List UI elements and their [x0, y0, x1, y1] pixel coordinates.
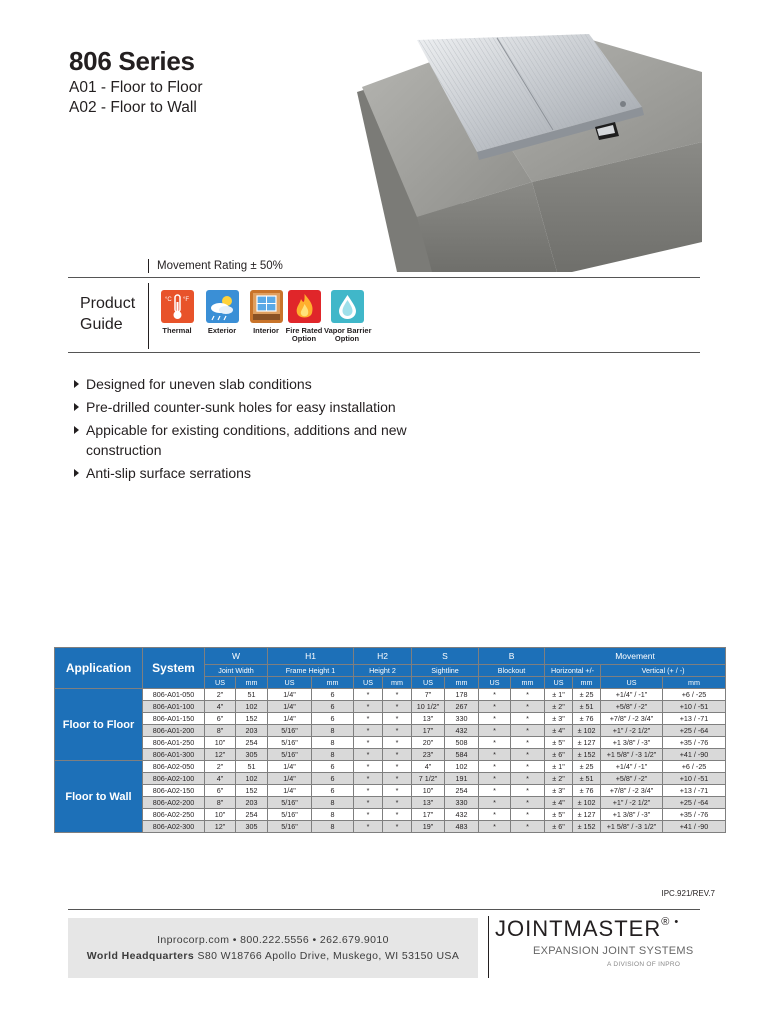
- table-cell: ± 25: [573, 689, 601, 701]
- jointmaster-logo: JOINTMASTER® •: [495, 916, 680, 941]
- table-cell: +1/4" / -1": [601, 689, 663, 701]
- table-cell: 806-A02-250: [143, 809, 205, 821]
- table-cell: 12": [205, 821, 236, 833]
- bullet-triangle-icon: [74, 403, 79, 411]
- table-cell: ± 127: [573, 737, 601, 749]
- table-cell: 102: [236, 701, 268, 713]
- application-cell: Floor to Floor: [55, 689, 143, 761]
- divider: [488, 916, 489, 978]
- table-cell: 806-A02-050: [143, 761, 205, 773]
- brand-tagline: EXPANSION JOINT SYSTEMS: [533, 945, 694, 957]
- product-guide-label: Product Guide: [80, 295, 136, 333]
- table-cell: *: [383, 785, 412, 797]
- header-movement: Movement: [545, 648, 726, 665]
- table-row: [55, 797, 726, 809]
- table-cell: *: [511, 797, 545, 809]
- table-cell: 806-A01-050: [143, 689, 205, 701]
- table-cell: *: [479, 725, 511, 737]
- table-row: [55, 773, 726, 785]
- divider: [68, 909, 700, 910]
- table-cell: 10": [412, 785, 445, 797]
- table-cell: +1 3/8" / -3": [601, 737, 663, 749]
- thermal-icon: [161, 290, 194, 323]
- table-cell: 1/4": [268, 761, 312, 773]
- header-b: B: [479, 648, 545, 665]
- table-cell: 305: [236, 821, 268, 833]
- table-cell: 806-A02-200: [143, 797, 205, 809]
- table-cell: 51: [236, 689, 268, 701]
- table-cell: *: [479, 785, 511, 797]
- table-cell: *: [383, 797, 412, 809]
- table-cell: 8: [312, 737, 354, 749]
- table-cell: 2": [205, 761, 236, 773]
- table-cell: 8: [312, 797, 354, 809]
- table-cell: +5/8" / -2": [601, 701, 663, 713]
- table-cell: ± 2": [545, 701, 573, 713]
- unit-header: US: [601, 677, 663, 689]
- table-cell: 178: [445, 689, 479, 701]
- table-cell: +13 / -71: [663, 785, 726, 797]
- feature-item: Designed for uneven slab conditions: [74, 374, 454, 394]
- table-cell: ± 5": [545, 809, 573, 821]
- fire-rated-badge: Fire Rated Option: [283, 290, 325, 343]
- table-cell: 6: [312, 785, 354, 797]
- subheader-height-2: Height 2: [354, 665, 412, 677]
- unit-header: mm: [511, 677, 545, 689]
- table-cell: 8: [312, 809, 354, 821]
- table-cell: 806-A02-300: [143, 821, 205, 833]
- table-cell: ± 3": [545, 785, 573, 797]
- table-cell: +10 / -51: [663, 701, 726, 713]
- table-cell: ± 76: [573, 713, 601, 725]
- exterior-badge: Exterior: [202, 290, 242, 335]
- table-cell: 7": [412, 689, 445, 701]
- table-cell: *: [383, 713, 412, 725]
- unit-header: US: [205, 677, 236, 689]
- unit-header: US: [354, 677, 383, 689]
- table-cell: *: [511, 701, 545, 713]
- table-cell: *: [479, 809, 511, 821]
- table-row: [55, 725, 726, 737]
- table-cell: 102: [236, 773, 268, 785]
- table-cell: *: [479, 689, 511, 701]
- table-cell: 330: [445, 797, 479, 809]
- table-cell: *: [354, 773, 383, 785]
- table-cell: 203: [236, 725, 268, 737]
- table-cell: +6 / -25: [663, 689, 726, 701]
- table-row: [55, 821, 726, 833]
- subheader-sightline: Sightline: [412, 665, 479, 677]
- table-cell: 1/4": [268, 773, 312, 785]
- table-cell: *: [354, 737, 383, 749]
- contact-footer: [68, 918, 478, 978]
- table-cell: ± 152: [573, 821, 601, 833]
- application-cell: Floor to Wall: [55, 761, 143, 833]
- feature-list: [74, 374, 454, 486]
- table-cell: *: [354, 749, 383, 761]
- feature-item: Anti-slip surface serrations: [74, 463, 454, 483]
- unit-header: mm: [445, 677, 479, 689]
- table-cell: +7/8" / -2 3/4": [601, 785, 663, 797]
- table-cell: +35 / -76: [663, 809, 726, 821]
- table-cell: ± 6": [545, 749, 573, 761]
- feature-item: Appicable for existing conditions, additions and new construction: [74, 420, 454, 460]
- table-cell: +7/8" / -2 3/4": [601, 713, 663, 725]
- thermal-badge: °C °F Thermal: [157, 290, 197, 335]
- table-cell: 10": [205, 809, 236, 821]
- header-h1: H1: [268, 648, 354, 665]
- table-cell: *: [511, 821, 545, 833]
- revision-code: IPC.921/REV.7: [661, 889, 715, 898]
- table-cell: *: [511, 749, 545, 761]
- table-cell: 305: [236, 749, 268, 761]
- bullet-triangle-icon: [74, 426, 79, 434]
- table-cell: 8": [205, 725, 236, 737]
- table-cell: 8: [312, 725, 354, 737]
- table-cell: *: [354, 701, 383, 713]
- table-cell: 5/16": [268, 809, 312, 821]
- table-cell: *: [354, 713, 383, 725]
- table-cell: *: [511, 785, 545, 797]
- expansion-joint-product-image: [357, 32, 702, 272]
- spec-table: [54, 647, 726, 833]
- table-cell: 5/16": [268, 821, 312, 833]
- table-cell: +1" / -2 1/2": [601, 725, 663, 737]
- table-cell: 5/16": [268, 737, 312, 749]
- table-cell: *: [383, 773, 412, 785]
- table-cell: 584: [445, 749, 479, 761]
- table-cell: 23": [412, 749, 445, 761]
- table-cell: +41 / -90: [663, 821, 726, 833]
- table-cell: 432: [445, 809, 479, 821]
- header-h2: H2: [354, 648, 412, 665]
- table-cell: *: [383, 809, 412, 821]
- table-cell: 6: [312, 701, 354, 713]
- table-cell: *: [354, 797, 383, 809]
- header-system: System: [143, 648, 205, 689]
- table-cell: *: [479, 821, 511, 833]
- subheader-vertical: Vertical (+ / -): [601, 665, 726, 677]
- unit-header: US: [268, 677, 312, 689]
- unit-header: US: [479, 677, 511, 689]
- table-cell: ± 127: [573, 809, 601, 821]
- divider: [68, 352, 700, 353]
- table-cell: *: [511, 761, 545, 773]
- table-cell: 13": [412, 797, 445, 809]
- table-cell: 4": [205, 701, 236, 713]
- table-cell: *: [479, 797, 511, 809]
- subheader-blockout: Blockout: [479, 665, 545, 677]
- table-cell: ± 4": [545, 797, 573, 809]
- table-cell: 806-A01-300: [143, 749, 205, 761]
- table-cell: +25 / -64: [663, 725, 726, 737]
- table-cell: 254: [236, 809, 268, 821]
- table-cell: 20": [412, 737, 445, 749]
- vapor-barrier-icon: [331, 290, 364, 323]
- feature-item: Pre-drilled counter-sunk holes for easy installation: [74, 397, 454, 417]
- table-cell: 7 1/2": [412, 773, 445, 785]
- table-cell: *: [354, 761, 383, 773]
- table-cell: 6": [205, 713, 236, 725]
- table-cell: +1 3/8" / -3": [601, 809, 663, 821]
- table-cell: ± 1": [545, 689, 573, 701]
- table-cell: 806-A01-250: [143, 737, 205, 749]
- unit-header: US: [412, 677, 445, 689]
- interior-icon: [250, 290, 283, 323]
- table-cell: ± 51: [573, 773, 601, 785]
- table-cell: +41 / -90: [663, 749, 726, 761]
- table-cell: 8: [312, 749, 354, 761]
- table-cell: 8": [205, 797, 236, 809]
- table-cell: 4": [205, 773, 236, 785]
- table-cell: *: [479, 761, 511, 773]
- exterior-icon: [206, 290, 239, 323]
- table-cell: 13": [412, 713, 445, 725]
- table-cell: 267: [445, 701, 479, 713]
- table-cell: +1 5/8" / -3 1/2": [601, 821, 663, 833]
- table-cell: 254: [445, 785, 479, 797]
- table-cell: +10 / -51: [663, 773, 726, 785]
- table-cell: 5/16": [268, 725, 312, 737]
- movement-rating: Movement Rating ± 50%: [148, 259, 283, 273]
- subtitle-floor-to-wall: A02 - Floor to Wall: [69, 99, 197, 116]
- unit-header: US: [545, 677, 573, 689]
- table-cell: ± 6": [545, 821, 573, 833]
- table-row: [55, 713, 726, 725]
- divider: [148, 283, 149, 349]
- header-w: W: [205, 648, 268, 665]
- subheader-horizontal: Horizontal +/-: [545, 665, 601, 677]
- table-row: [55, 737, 726, 749]
- table-cell: ± 76: [573, 785, 601, 797]
- table-cell: ± 51: [573, 701, 601, 713]
- unit-header: mm: [663, 677, 726, 689]
- table-cell: ± 102: [573, 797, 601, 809]
- unit-header: mm: [312, 677, 354, 689]
- table-cell: 152: [236, 713, 268, 725]
- table-cell: +13 / -71: [663, 713, 726, 725]
- table-cell: +1 5/8" / -3 1/2": [601, 749, 663, 761]
- table-cell: 17": [412, 809, 445, 821]
- subtitle-floor-to-floor: A01 - Floor to Floor: [69, 79, 203, 96]
- table-cell: *: [383, 701, 412, 713]
- table-cell: 4": [412, 761, 445, 773]
- interior-badge: Interior: [246, 290, 286, 335]
- table-cell: +35 / -76: [663, 737, 726, 749]
- table-cell: 432: [445, 725, 479, 737]
- table-cell: 806-A01-200: [143, 725, 205, 737]
- table-cell: *: [511, 725, 545, 737]
- table-cell: +1" / -2 1/2": [601, 797, 663, 809]
- table-cell: 102: [445, 761, 479, 773]
- table-cell: 152: [236, 785, 268, 797]
- table-cell: 5/16": [268, 797, 312, 809]
- subheader-frame-height: Frame Height 1: [268, 665, 354, 677]
- table-cell: *: [354, 785, 383, 797]
- table-cell: *: [511, 773, 545, 785]
- table-cell: 191: [445, 773, 479, 785]
- table-cell: ± 1": [545, 761, 573, 773]
- table-cell: *: [479, 701, 511, 713]
- table-cell: *: [479, 737, 511, 749]
- table-cell: +5/8" / -2": [601, 773, 663, 785]
- header-s: S: [412, 648, 479, 665]
- table-cell: ± 5": [545, 737, 573, 749]
- table-cell: 1/4": [268, 701, 312, 713]
- table-cell: 6: [312, 761, 354, 773]
- table-cell: *: [479, 773, 511, 785]
- table-cell: ± 3": [545, 713, 573, 725]
- unit-header: mm: [236, 677, 268, 689]
- table-cell: 1/4": [268, 713, 312, 725]
- table-cell: *: [479, 713, 511, 725]
- table-cell: 5/16": [268, 749, 312, 761]
- bullet-triangle-icon: [74, 380, 79, 388]
- svg-text:°C: °C: [164, 297, 172, 303]
- table-cell: 806-A02-100: [143, 773, 205, 785]
- table-cell: 203: [236, 797, 268, 809]
- table-cell: *: [354, 689, 383, 701]
- table-cell: *: [383, 761, 412, 773]
- contact-line: Inprocorp.com • 800.222.5556 • 262.679.9010: [157, 934, 389, 946]
- table-cell: *: [354, 821, 383, 833]
- table-cell: ± 102: [573, 725, 601, 737]
- table-cell: 19": [412, 821, 445, 833]
- table-row: [55, 701, 726, 713]
- table-row: [55, 809, 726, 821]
- table-cell: 8: [312, 821, 354, 833]
- table-cell: *: [383, 737, 412, 749]
- table-cell: 806-A01-150: [143, 713, 205, 725]
- table-cell: 6: [312, 773, 354, 785]
- table-cell: *: [511, 713, 545, 725]
- subheader-joint-width: Joint Width: [205, 665, 268, 677]
- table-cell: +6 / -25: [663, 761, 726, 773]
- svg-text:°F: °F: [182, 297, 189, 303]
- table-cell: 6": [205, 785, 236, 797]
- table-cell: *: [511, 689, 545, 701]
- table-cell: 330: [445, 713, 479, 725]
- table-cell: 51: [236, 761, 268, 773]
- table-cell: ± 2": [545, 773, 573, 785]
- unit-header: mm: [573, 677, 601, 689]
- brand-subline: A DIVISION OF INPRO: [607, 961, 681, 968]
- table-cell: *: [511, 809, 545, 821]
- table-cell: 806-A01-100: [143, 701, 205, 713]
- table-cell: 254: [236, 737, 268, 749]
- table-cell: +1/4" / -1": [601, 761, 663, 773]
- unit-header: mm: [383, 677, 412, 689]
- vapor-barrier-badge: Vapor Barrier Option: [324, 290, 370, 343]
- table-cell: 6: [312, 713, 354, 725]
- table-cell: 483: [445, 821, 479, 833]
- table-cell: *: [354, 725, 383, 737]
- table-cell: 10": [205, 737, 236, 749]
- table-cell: 806-A02-150: [143, 785, 205, 797]
- table-cell: *: [383, 725, 412, 737]
- bullet-triangle-icon: [74, 469, 79, 477]
- table-cell: *: [383, 821, 412, 833]
- table-cell: ± 152: [573, 749, 601, 761]
- table-cell: 17": [412, 725, 445, 737]
- headquarters-line: World Headquarters S80 W18766 Apollo Drive, Muskego, WI 53150 USA: [86, 950, 460, 962]
- fire-rated-icon: [288, 290, 321, 323]
- table-cell: *: [479, 749, 511, 761]
- table-cell: ± 4": [545, 725, 573, 737]
- table-cell: *: [383, 749, 412, 761]
- table-cell: *: [511, 737, 545, 749]
- spec-table-body: [55, 689, 726, 833]
- table-cell: 12": [205, 749, 236, 761]
- table-cell: 1/4": [268, 689, 312, 701]
- divider: [68, 277, 700, 278]
- table-cell: 1/4": [268, 785, 312, 797]
- table-cell: *: [383, 689, 412, 701]
- table-row: [55, 749, 726, 761]
- table-row: [55, 785, 726, 797]
- table-cell: +25 / -64: [663, 797, 726, 809]
- table-row: [55, 689, 726, 701]
- table-cell: 10 1/2": [412, 701, 445, 713]
- table-cell: 2": [205, 689, 236, 701]
- page-title: 806 Series: [69, 46, 195, 76]
- table-cell: 6: [312, 689, 354, 701]
- table-cell: 508: [445, 737, 479, 749]
- table-cell: *: [354, 809, 383, 821]
- table-cell: ± 25: [573, 761, 601, 773]
- header-application: Application: [55, 648, 143, 689]
- table-row: [55, 761, 726, 773]
